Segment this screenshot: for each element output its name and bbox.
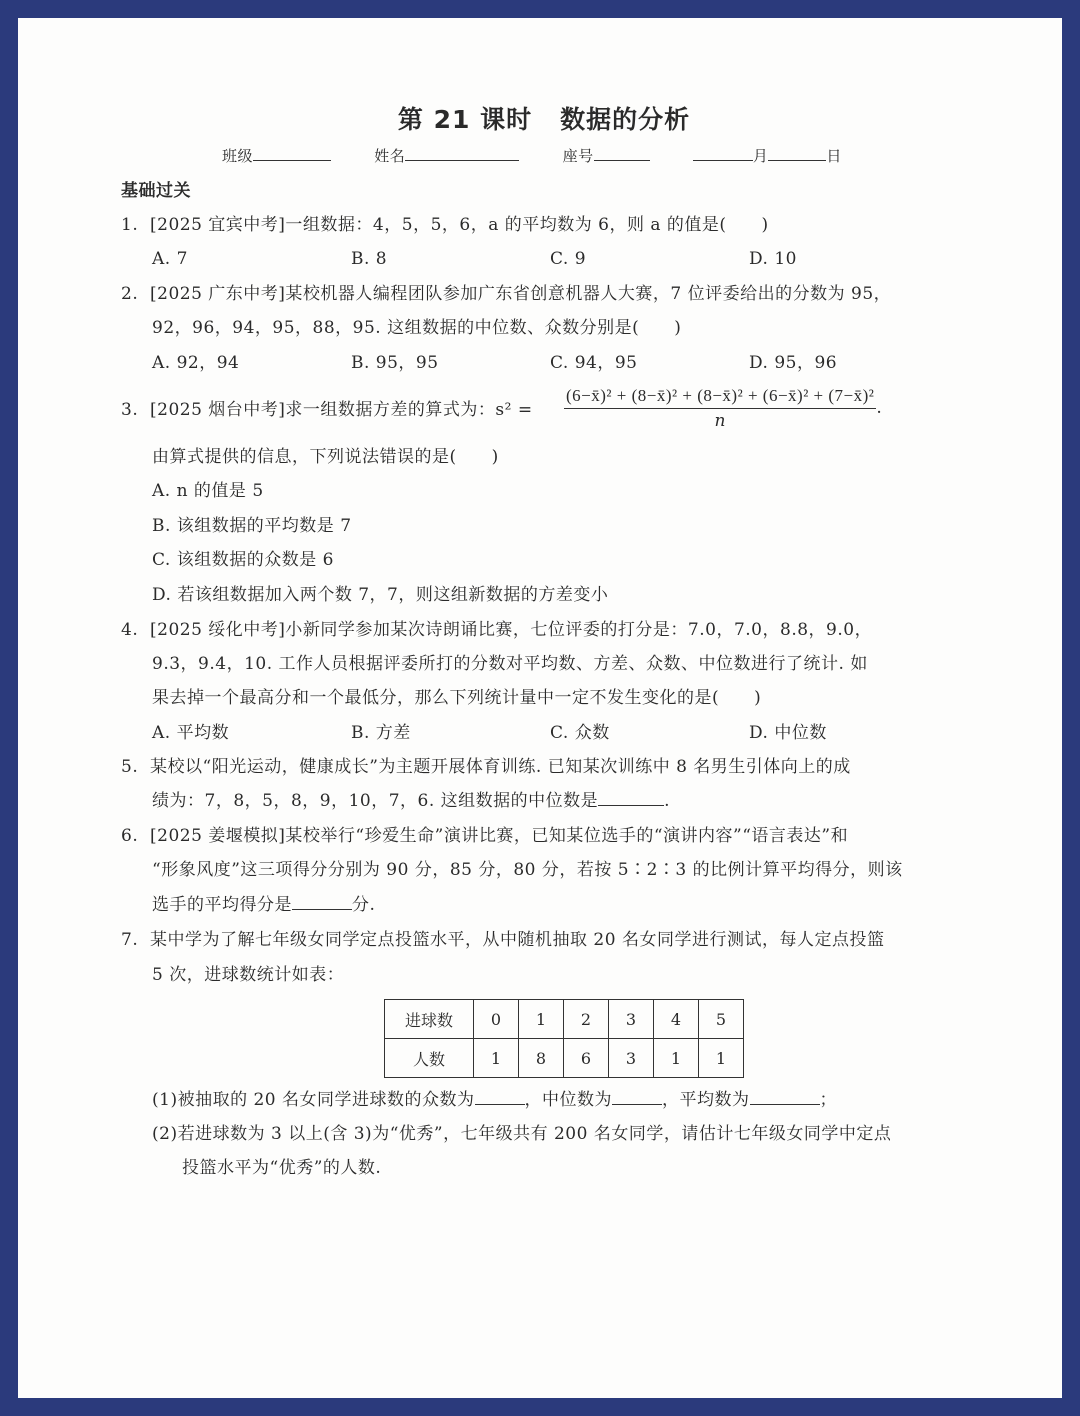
- question-text: [2025 广东中考]某校机器人编程团队参加广东省创意机器人大赛，7 位评委给出的分数为 95，: [150, 284, 892, 304]
- sub-question-2: (2)若进球数为 3 以上(含 3)为“优秀”，七年级共有 200 名女同学，请估计七年级女同学中定点: [152, 1124, 892, 1144]
- table-cell: 3: [609, 1039, 654, 1078]
- table-header-cell: 人数: [385, 1039, 474, 1078]
- option-a: A. 平均数: [152, 723, 230, 743]
- option-d: D. 95，96: [749, 353, 838, 373]
- question-text: “形象风度”这三项得分分别为 90 分，85 分，80 分，若按 5∶2∶3 的比例计算平均得分，则该: [152, 860, 903, 880]
- option-c: C. 9: [550, 249, 587, 269]
- month-label: 月: [752, 147, 769, 165]
- table-row: [385, 1039, 744, 1078]
- question-text: (1)被抽取的 20 名女同学进球数的众数为: [152, 1090, 475, 1110]
- question-text: 由算式提供的信息，下列说法错误的是( ): [152, 447, 499, 467]
- class-field[interactable]: [253, 144, 331, 161]
- question-text: 果去掉一个最高分和一个最低分，那么下列统计量中一定不发生变化的是( ): [152, 688, 762, 708]
- section-heading: 基础过关: [121, 181, 191, 201]
- name-label: 姓名: [374, 147, 406, 165]
- question-text-end: .: [664, 791, 671, 811]
- option-a: A. n 的值是 5: [152, 481, 264, 501]
- option-b: B. 95，95: [351, 353, 439, 373]
- option-a: A. 92，94: [152, 353, 240, 373]
- variance-formula: $\frac{\text{(6−x̄)² + (8−x̄)² + (8−x̄)² + (6−x̄)² + (7−x̄)²}}{n}$ .: [566, 386, 883, 431]
- table-cell: 6: [564, 1039, 609, 1078]
- question-text: ，中位数为: [524, 1090, 613, 1110]
- table-cell: 5: [699, 1000, 744, 1039]
- question-number: 2.: [121, 284, 139, 304]
- option-d: D. 10: [749, 249, 797, 269]
- question-text: 绩为：7，8，5，8，9，10，7，6. 这组数据的中位数是: [152, 791, 599, 811]
- question-text: 9.3，9.4，10. 工作人员根据评委所打的分数对平均数、方差、众数、中位数进行了统计. 如: [152, 654, 868, 674]
- option-c: C. 该组数据的众数是 6: [152, 550, 334, 570]
- question-text: ，平均数为: [662, 1090, 750, 1110]
- question-text: 某校以“阳光运动，健康成长”为主题开展体育训练. 已知某次训练中 8 名男生引体向上的成: [150, 757, 851, 777]
- question-number: 7.: [121, 930, 139, 950]
- student-info-row: [222, 144, 842, 168]
- table-cell: 1: [474, 1039, 519, 1078]
- page-title: [0, 100, 1080, 136]
- lesson-topic: 数据的分析: [560, 105, 691, 134]
- question-number: 1.: [121, 215, 139, 235]
- formula-numerator: (6−x̄)² + (8−x̄)² + (8−x̄)² + (6−x̄)² + (7−x̄)²: [564, 384, 876, 409]
- option-c: C. 众数: [550, 723, 610, 743]
- mode-blank[interactable]: [475, 1088, 525, 1105]
- question-text: [2025 绥化中考]小新同学参加某次诗朗诵比赛，七位评委的打分是：7.0，7.0，8.8，9.0，: [150, 620, 873, 640]
- table-cell: 2: [564, 1000, 609, 1039]
- question-text: 某中学为了解七年级女同学定点投篮水平，从中随机抽取 20 名女同学进行测试，每人定点投篮: [150, 930, 885, 950]
- table-cell: 4: [654, 1000, 699, 1039]
- option-c: C. 94，95: [550, 353, 638, 373]
- table-cell: 1: [699, 1039, 744, 1078]
- median-blank[interactable]: [612, 1088, 662, 1105]
- table-cell: 1: [654, 1039, 699, 1078]
- question-text: 5 次，进球数统计如表：: [152, 965, 345, 985]
- question-line: [152, 789, 670, 813]
- question-number: 4.: [121, 620, 139, 640]
- question-number: 5.: [121, 757, 139, 777]
- lesson-number: 第 21 课时: [397, 105, 533, 134]
- sub-question-1: [152, 1088, 837, 1112]
- table-cell: 1: [519, 1000, 564, 1039]
- question-text: [2025 烟台中考]求一组数据方差的算式为：s² =: [150, 400, 533, 420]
- month-field[interactable]: [693, 144, 753, 161]
- table-row: [385, 1000, 744, 1039]
- question-text: 选手的平均得分是: [152, 895, 292, 915]
- sub-question-2-cont: 投篮水平为“优秀”的人数.: [182, 1158, 382, 1178]
- question-line: [152, 893, 375, 917]
- seat-field[interactable]: [594, 144, 650, 161]
- question-number: 3.: [121, 400, 139, 420]
- seat-label: 座号: [562, 147, 594, 165]
- option-d: D. 中位数: [749, 723, 827, 743]
- table-cell: 3: [609, 1000, 654, 1039]
- option-b: B. 该组数据的平均数是 7: [152, 516, 352, 536]
- shooting-stats-table: [384, 999, 744, 1078]
- question-text: ；: [819, 1090, 838, 1110]
- day-field[interactable]: [768, 144, 826, 161]
- question-text: [2025 姜堰模拟]某校举行“珍爱生命”演讲比赛，已知某位选手的“演讲内容”“语言表达”和: [150, 826, 849, 846]
- question-text-end: 分.: [352, 895, 376, 915]
- question-number: 6.: [121, 826, 139, 846]
- mean-blank[interactable]: [750, 1088, 820, 1105]
- day-label: 日: [826, 147, 842, 165]
- table-cell: 0: [474, 1000, 519, 1039]
- answer-blank[interactable]: [598, 789, 664, 806]
- table-header-cell: 进球数: [385, 1000, 474, 1039]
- answer-blank[interactable]: [292, 893, 352, 910]
- option-b: B. 方差: [351, 723, 411, 743]
- option-b: B. 8: [351, 249, 388, 269]
- formula-denominator: n: [714, 411, 726, 431]
- question-text: 92，96，94，95，88，95. 这组数据的中位数、众数分别是( ): [152, 318, 682, 338]
- option-a: A. 7: [152, 249, 188, 269]
- class-label: 班级: [222, 147, 254, 165]
- question-text: [2025 宜宾中考]一组数据：4，5，5，6，a 的平均数为 6，则 a 的值是( ): [150, 215, 769, 235]
- name-field[interactable]: [405, 144, 519, 161]
- option-d: D. 若该组数据加入两个数 7，7，则这组新数据的方差变小: [152, 585, 609, 605]
- table-cell: 8: [519, 1039, 564, 1078]
